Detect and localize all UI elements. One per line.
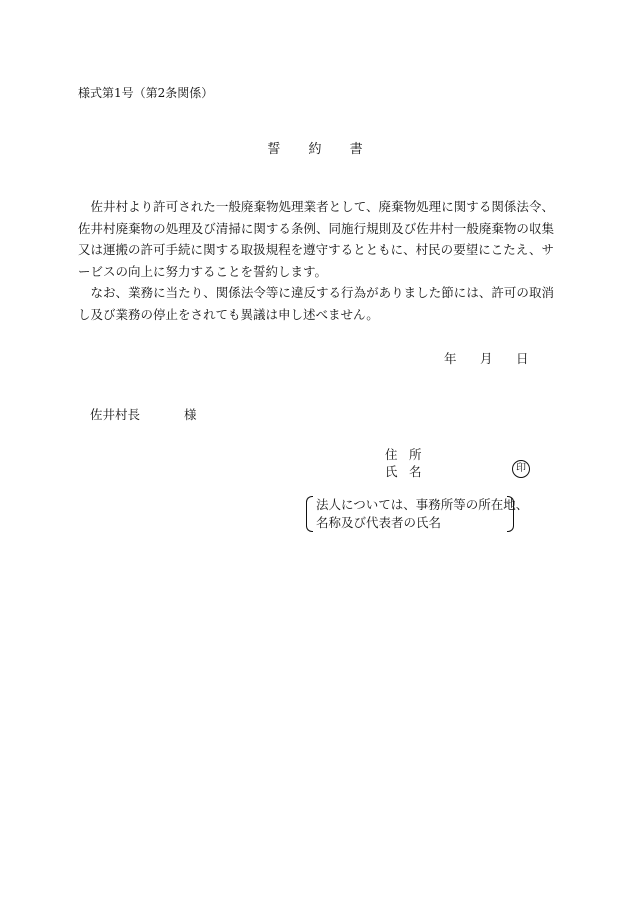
corporate-note <box>306 496 529 532</box>
recipient-honorific: 様 <box>184 407 197 422</box>
note-line-2: 名称及び代表者の氏名 <box>316 515 442 530</box>
date-year: 年 <box>444 351 457 366</box>
form-number: 様式第1号（第2条関係） <box>78 86 214 100</box>
note-line-1: 法人については、事務所等の所在地、 <box>316 497 529 512</box>
body-paragraph-1: 佐井村より許可された一般廃棄物処理業者として、廃棄物処理に関する関係法令、佐井村廃棄物の処理及び清掃に関する条例、同施行規則及び佐井村一般廃棄物の収集又は運搬の許可手続に関する取扱規程を遵守するとともに、村民の要望にこたえ、サービスの向上に努力することを誓約します。 <box>78 199 554 279</box>
body-paragraph-2: なお、業務に当たり、関係法令等に違反する行為がありました節には、許可の取消し及び業務の停止をされても異議は申し述べません。 <box>78 285 554 322</box>
date-day: 日 <box>516 351 529 366</box>
address-label-char-2: 所 <box>409 447 422 462</box>
name-label-char-2: 名 <box>409 464 422 479</box>
name-label <box>385 462 422 480</box>
pledge-body <box>78 196 554 325</box>
name-label-char-1: 氏 <box>385 464 398 479</box>
document-title <box>0 138 630 157</box>
address-label-char-1: 住 <box>385 447 398 462</box>
date-line <box>444 349 529 367</box>
address-label <box>385 445 422 463</box>
date-month: 月 <box>480 351 493 366</box>
title-char-1: 誓 <box>267 142 281 157</box>
note-text <box>316 496 528 532</box>
note-bracket-left <box>306 496 313 532</box>
title-char-3: 書 <box>349 142 363 157</box>
recipient-name: 佐井村長 <box>90 407 141 422</box>
recipient <box>90 405 197 423</box>
note-bracket-right <box>507 496 514 532</box>
title-char-2: 約 <box>308 142 322 157</box>
seal-mark: 印 <box>512 460 530 478</box>
